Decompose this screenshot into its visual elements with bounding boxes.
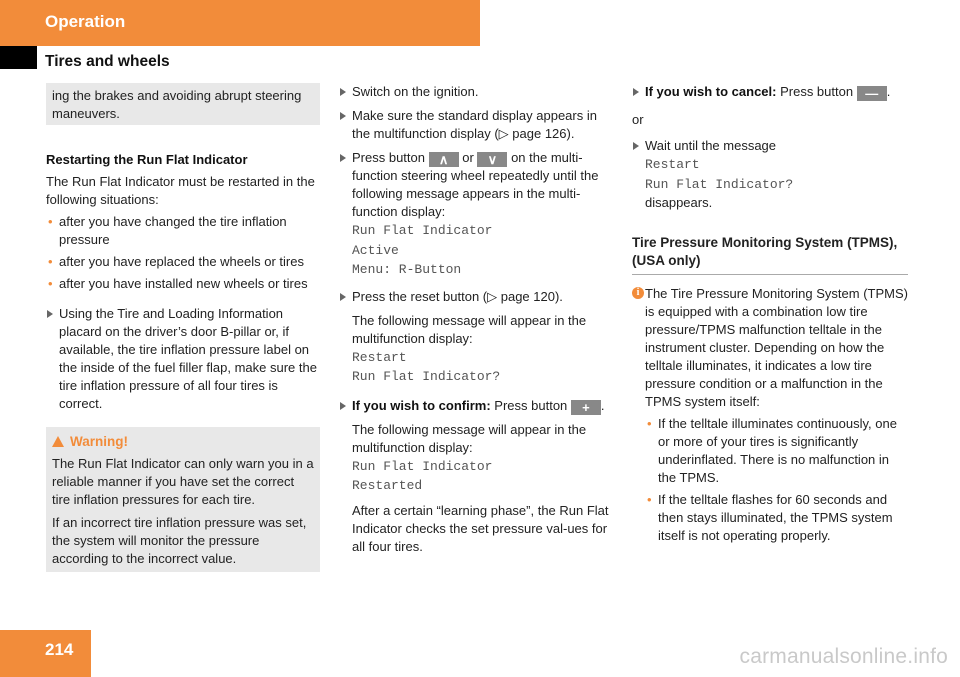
list-item: • If the telltale flashes for 60 seconds and then stays illuminated, the TPMS system itself is not operating properly. — [647, 492, 893, 543]
or-text: or — [632, 112, 644, 127]
tpms-heading: Tire Pressure Monitoring System (TPMS), (USA only) — [632, 234, 908, 275]
step-check-pressure: Using the Tire and Loading Information placard on the driver’s door B-pillar or, if available, the tire inflation pressure label on the inside of the fuel filler flap, make sure the tire inflation pressure of all four tires is correct. — [46, 305, 320, 413]
warning-text-2: If an incorrect tire inflation pressure was set, the system will monitor the pressure according to the incorrect value. — [52, 515, 307, 566]
step-confirm: If you wish to confirm: Press button + . — [339, 397, 615, 415]
down-arrow-key-icon: ∨ — [477, 152, 507, 167]
minus-key-icon: — — [857, 86, 887, 101]
restart-heading: Restarting the Run Flat Indicator — [46, 152, 248, 167]
display-message: Restart Run Flat Indicator? — [645, 157, 794, 192]
step-ignition: Switch on the ignition. — [339, 83, 615, 101]
continued-text: ing the brakes and avoiding abrupt steering maneuvers. — [52, 88, 302, 121]
info-icon: i — [632, 287, 644, 299]
list-item: • after you have changed the tire inflation pressure — [48, 214, 287, 247]
learning-phase-text: After a certain “learning phase”, the Run Flat Indicator checks the set pressure val-ues for all four tires. — [352, 502, 609, 554]
column-3 — [632, 83, 908, 545]
page-subtitle: Tires and wheels — [45, 53, 170, 70]
reset-follow-text: The following message will appear in the multifunction display: — [352, 312, 587, 346]
column-1 — [46, 83, 320, 572]
step-standard-display: Make sure the standard display appears in the multifunction display (▷ page 126). — [339, 107, 615, 143]
tpms-info — [632, 285, 908, 545]
page-number: 214 — [45, 640, 74, 659]
display-message: Restart Run Flat Indicator? — [352, 349, 501, 384]
warning-icon — [52, 436, 64, 447]
step-wait: Wait until the message Restart Run Flat Indicator? disappears. — [632, 137, 908, 212]
warning-box — [46, 427, 320, 572]
header-marker — [0, 46, 37, 69]
display-message: Run Flat Indicator Restarted — [352, 458, 493, 493]
list-item: • after you have installed new wheels or tires — [48, 276, 308, 291]
plus-key-icon: + — [571, 400, 601, 415]
warning-title: Warning! — [52, 433, 314, 451]
step-cancel: If you wish to cancel: Press button — . — [632, 83, 908, 101]
step-reset-button: Press the reset button (▷ page 120). — [339, 288, 615, 306]
continued-warning-box — [46, 83, 320, 125]
list-item: • after you have replaced the wheels or tires — [48, 254, 304, 269]
restart-intro: The Run Flat Indicator must be restarted in the following situations: — [46, 174, 315, 207]
up-arrow-key-icon: ∧ — [429, 152, 459, 167]
tpms-info-text: The Tire Pressure Monitoring System (TPMS) is equipped with a combination low tire pressure/TPMS malfunction telltale in the instrument cluster. Depending on how the telltale illuminates, it indicates a low tire pressure condition or a malfunction in the TPMS system itself: — [645, 286, 908, 409]
list-item: • If the telltale illuminates continuously, one or more of your tires is significantly underinflated. There is no malfunction in the TPMS. — [647, 416, 897, 485]
warning-text-1: The Run Flat Indicator can only warn you in a reliable manner if you have set the correct tire inflation pressures for each tire. — [52, 456, 314, 507]
display-message: Run Flat Indicator Active Menu: R-Button — [352, 223, 493, 277]
watermark: carmanualsonline.info — [739, 645, 948, 668]
section-title: Operation — [45, 12, 126, 31]
confirm-follow-text: The following message will appear in the multifunction display: — [352, 421, 587, 455]
step-press-button: Press button ∧ or ∨ on the multi-function steering wheel repeatedly until the following message appears in the multi-function display: Run Flat Indicator Active Menu: R-Button — [339, 149, 615, 280]
column-2 — [339, 83, 615, 556]
